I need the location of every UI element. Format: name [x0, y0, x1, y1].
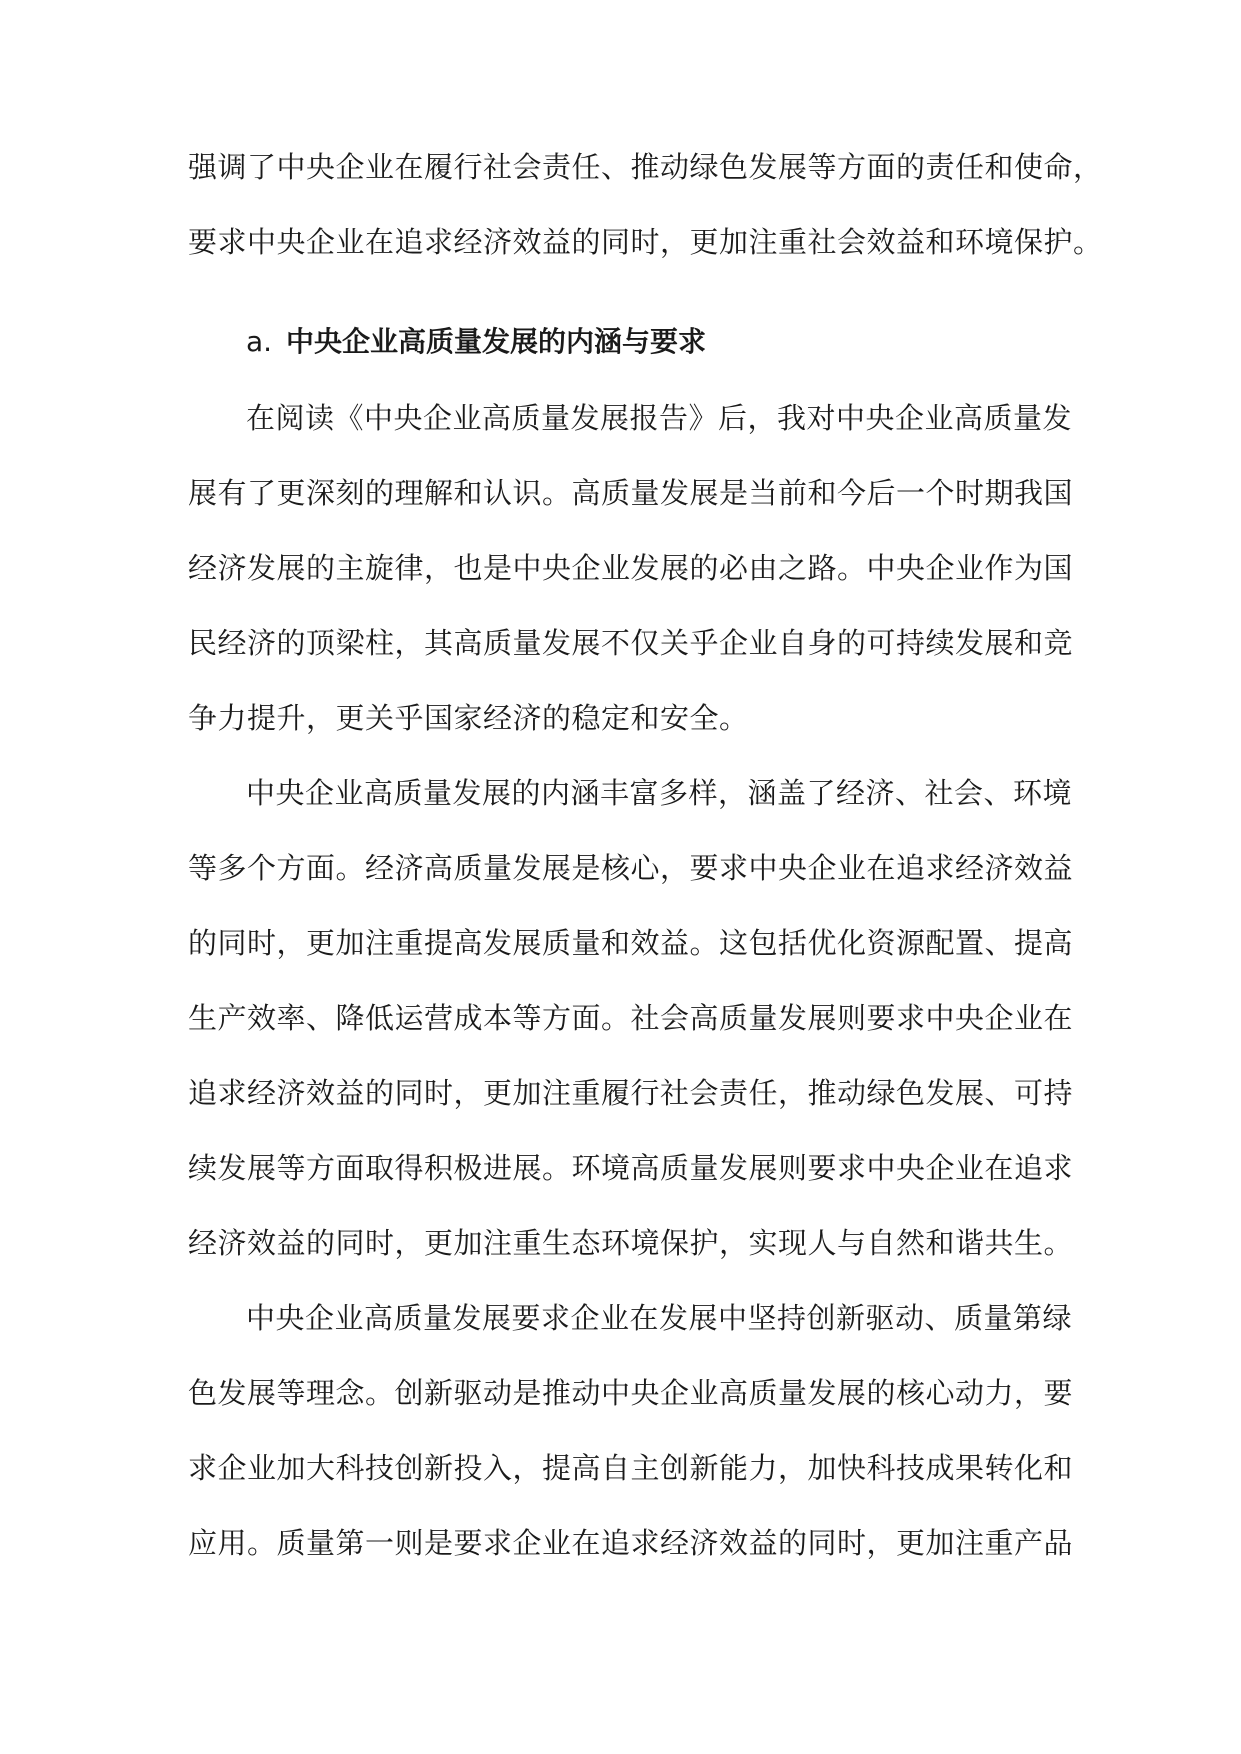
- paragraph-2: [188, 756, 1074, 1281]
- text-line: 经济发展的主旋律，也是中央企业发展的必由之路。中央企业作为国: [188, 551, 1074, 585]
- text-line: 的同时，更加注重提高发展质量和效益。这包括优化资源配置、提高: [188, 926, 1074, 960]
- text-line: 等多个方面。经济高质量发展是核心，要求中央企业在追求经济效益: [188, 851, 1074, 885]
- text-line: 续发展等方面取得积极进展。环境高质量发展则要求中央企业在追求: [188, 1151, 1074, 1185]
- text-line: 中央企业高质量发展要求企业在发展中坚持创新驱动、质量第绿: [246, 1301, 1073, 1335]
- text-line: 展有了更深刻的理解和认识。高质量发展是当前和今后一个时期我国: [188, 476, 1074, 510]
- text-line: 经济效益的同时，更加注重生态环境保护，实现人与自然和谐共生。: [188, 1226, 1074, 1260]
- paragraph-3: [188, 1281, 1074, 1581]
- text-line: 民经济的顶梁柱，其高质量发展不仅关乎企业自身的可持续发展和竞: [188, 626, 1074, 660]
- text-line: 强调了中央企业在履行社会责任、推动绿色发展等方面的责任和使命，: [188, 150, 1103, 184]
- intro-paragraph: [188, 130, 1103, 280]
- text-line: 追求经济效益的同时，更加注重履行社会责任，推动绿色发展、可持: [188, 1076, 1074, 1110]
- section-marker: a.: [246, 325, 273, 358]
- text-line: 应用。质量第一则是要求企业在追求经济效益的同时，更加注重产品: [188, 1526, 1074, 1560]
- text-line: 在阅读《中央企业高质量发展报告》后，我对中央企业高质量发: [246, 401, 1073, 435]
- text-line: 中央企业高质量发展的内涵丰富多样，涵盖了经济、社会、环境: [246, 776, 1073, 810]
- section-heading: [188, 304, 1068, 379]
- text-line: 求企业加大科技创新投入，提高自主创新能力，加快科技成果转化和: [188, 1451, 1074, 1485]
- text-line: 色发展等理念。创新驱动是推动中央企业高质量发展的核心动力，要: [188, 1376, 1074, 1410]
- text-line: 生产效率、降低运营成本等方面。社会高质量发展则要求中央企业在: [188, 1001, 1074, 1035]
- paragraph-1: [188, 381, 1074, 756]
- text-line: 要求中央企业在追求经济效益的同时，更加注重社会效益和环境保护。: [188, 225, 1103, 259]
- section-title: 中央企业高质量发展的内涵与要求: [286, 325, 707, 358]
- document-page: [188, 130, 1103, 1581]
- text-line: 争力提升，更关乎国家经济的稳定和安全。: [188, 701, 749, 735]
